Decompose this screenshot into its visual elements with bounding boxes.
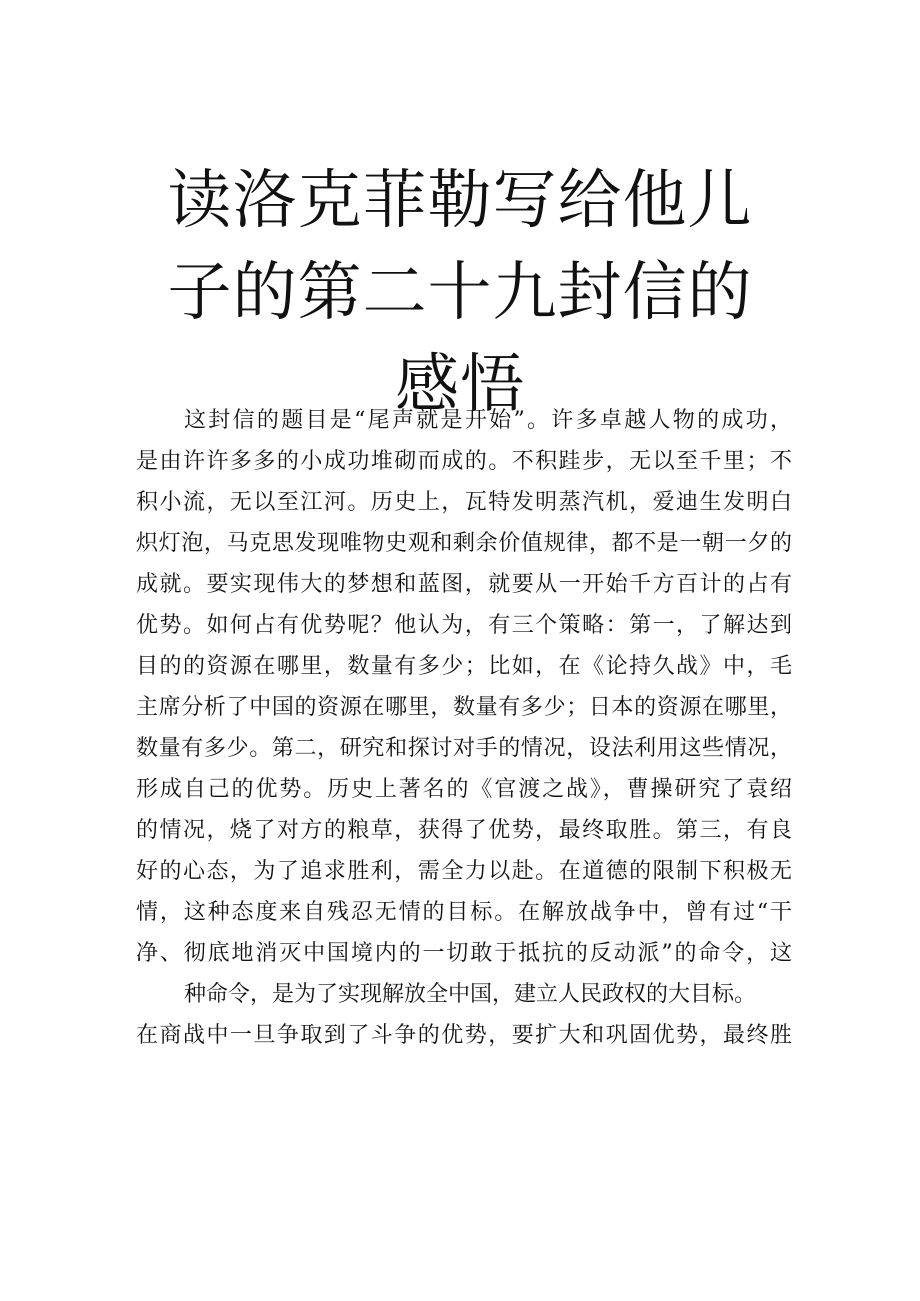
paragraph-line: 形成自己的优势。历史上著名的《官渡之战》，曹操研究了袁绍 — [136, 777, 792, 802]
document-title — [140, 155, 780, 431]
paragraph-line: 这封信的题目是“尾声就是开始”。许多卓越人物的成功， — [184, 408, 792, 433]
paragraph-line: 净、彻底地消灭中国境内的一切敢于抵抗的反动派”的命令，这 — [136, 941, 792, 966]
title-line-1: 读洛克菲勒写给他儿 — [167, 163, 753, 238]
paragraph-line: 种命令，是为了实现解放全中国，建立人民政权的大目标。 — [184, 982, 757, 1007]
paragraph-line: 优势。如何占有优势呢？他认为，有三个策略：第一，了解达到 — [136, 613, 792, 638]
paragraph-line: 成就。要实现伟大的梦想和蓝图，就要从一开始千方百计的占有 — [136, 572, 792, 597]
paragraph-2 — [136, 1015, 792, 1056]
paragraph-line: 积小流，无以至江河。历史上，瓦特发明蒸汽机，爱迪生发明白 — [136, 490, 792, 515]
paragraph-line: 的情况，烧了对方的粮草，获得了优势，最终取胜。第三，有良 — [136, 818, 792, 843]
title-line-2: 子的第二十九封信的 — [167, 255, 753, 330]
paragraph-line: 炽灯泡，马克思发现唯物史观和剩余价值规律，都不是一朝一夕的 — [136, 531, 792, 556]
paragraph-line: 数量有多少。第二，研究和探讨对手的情况，设法利用这些情况， — [136, 736, 792, 761]
paragraph-line: 主席分析了中国的资源在哪里，数量有多少；日本的资源在哪里， — [136, 695, 792, 720]
title-line-3: 感悟 — [395, 347, 525, 422]
paragraph-line: 在商战中一旦争取到了斗争的优势，要扩大和巩固优势，最终胜 — [136, 1023, 792, 1048]
paragraph-line: 情，这种态度来自残忍无情的目标。在解放战争中，曾有过“干 — [136, 900, 792, 925]
document-body — [136, 400, 792, 1056]
paragraph-line: 目的的资源在哪里，数量有多少；比如，在《论持久战》中，毛 — [136, 654, 792, 679]
paragraph-line: 好的心态，为了追求胜利，需全力以赴。在道德的限制下积极无 — [136, 859, 792, 884]
paragraph-1 — [136, 400, 792, 1015]
paragraph-line: 是由许许多多的小成功堆砌而成的。不积跬步，无以至千里；不 — [136, 449, 792, 474]
